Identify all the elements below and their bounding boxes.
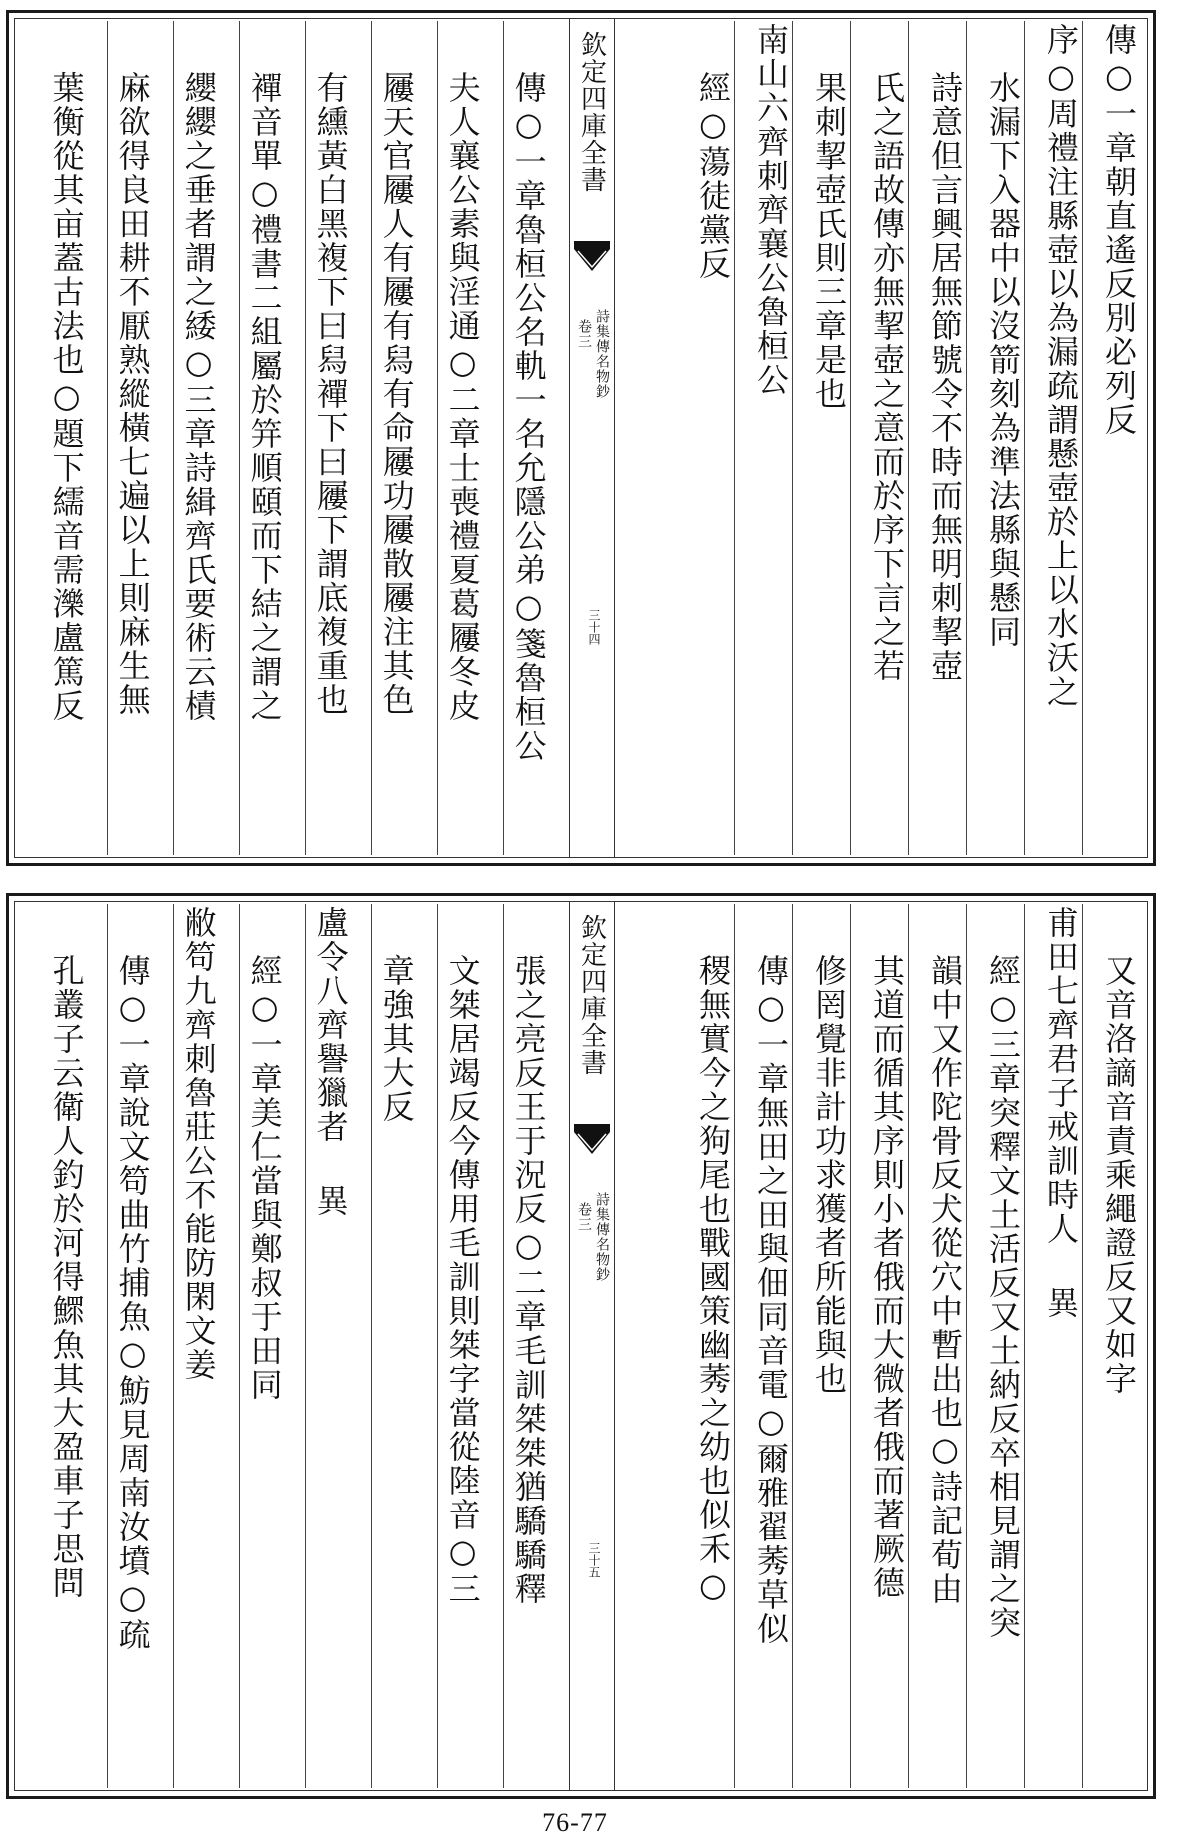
center-margin — [569, 19, 615, 857]
fishtail-ornament — [574, 241, 610, 285]
text-column: 經○三章突釋文土活反又土納反卒相見謂之突 — [984, 954, 1022, 1640]
text-column: 其道而循其序則小者俄而大微者俄而著厥德 — [868, 954, 906, 1600]
text-column: 文桀居竭反今傳用毛訓則桀字當從陸音○三 — [443, 954, 482, 1606]
text-column: 孔叢子云衛人釣於河得鰥魚其大盈車子思問 — [47, 954, 86, 1600]
text-column: 張之亮反王于況反○二章毛訓桀桀猶驕驕釋 — [509, 954, 548, 1606]
banxin-title: 欽定四庫全書 — [576, 31, 607, 193]
text-column: 序○周禮注縣壺以為漏疏謂懸壺於上以水沃之 — [1042, 23, 1080, 709]
text-column: 又音洛謫音責乘繩證反又如字 — [1100, 954, 1138, 1396]
page-number: 76-77 — [542, 1808, 608, 1837]
banxin-title: 欽定四庫全書 — [576, 914, 607, 1076]
text-column: 有纁黃白黑複下曰舄襌下曰屨下謂底複重也 — [311, 71, 350, 717]
text-column: 葉衡從其亩蓋古法也○題下繻音需濼盧篤反 — [47, 71, 86, 723]
text-column: 麻欲得良田耕不厭熟縱橫七遍以上則麻生無 — [113, 71, 152, 717]
text-column: 氏之語故傳亦無挈壺之意而於序下言之若 — [868, 71, 906, 683]
text-column: 水漏下入器中以沒箭刻為準法縣與懸同 — [984, 71, 1022, 649]
banxin-page-number: 三十五 — [587, 1542, 601, 1578]
text-column: 傳○一章無田之田與佃同音電○爾雅翟莠草似 — [752, 954, 790, 1646]
text-column: 夫人襄公素與淫通○二章士喪禮夏葛屨冬皮 — [443, 71, 482, 723]
text-column: 傳○一章說文笱曲竹捕魚○魴見周南汝墳○疏 — [113, 954, 152, 1652]
text-column: 稷無實今之狗尾也戰國策幽莠之幼也似禾○ — [694, 954, 732, 1606]
text-column: 修罔覺非計功求獲者所能與也 — [810, 954, 848, 1396]
text-column: 詩意但言興居無節號令不時而無明刺挈壺 — [926, 71, 964, 683]
text-column: 盧令八齊譽獵者 異 — [311, 906, 350, 1218]
text-column: 甫田七齊君子戒訓時人 異 — [1042, 906, 1080, 1320]
banxin-book-title: 詩集傳名物鈔 — [594, 1192, 610, 1282]
text-column: 傳○一章朝直遙反別必列反 — [1100, 23, 1138, 437]
center-margin — [569, 902, 615, 1790]
banxin-page-number: 三十四 — [587, 609, 601, 645]
text-column: 纓纓之垂者謂之緌○三章詩緝齊氏要術云樍 — [179, 71, 218, 723]
text-column: 南山六齊刺齊襄公魯桓公 — [752, 23, 790, 397]
banxin-book-title: 詩集傳名物鈔 — [594, 309, 610, 399]
text-column: 經○蕩徒黨反 — [694, 71, 732, 281]
text-column: 韻中又作陀骨反犬從穴中暫出也○詩記荀由 — [926, 954, 964, 1606]
text-column: 果刺挈壺氏則三章是也 — [810, 71, 848, 411]
page-panel-top — [6, 10, 1156, 866]
text-column: 章強其大反 — [377, 954, 416, 1124]
text-column: 襌音單○禮書二組屬於笄順頤而下結之謂之 — [245, 71, 284, 723]
text-column: 屨天官屨人有屨有舄有命屨功屨散屨注其色 — [377, 71, 416, 717]
text-column: 經○一章美仁當與鄭叔于田同 — [245, 954, 284, 1402]
fishtail-ornament — [574, 1124, 610, 1168]
banxin-volume: 卷三 — [576, 319, 592, 349]
banxin-volume: 卷三 — [576, 1202, 592, 1232]
page-panel-bottom — [6, 893, 1156, 1799]
text-column: 傳○一章魯桓公名軌一名允隱公弟○箋魯桓公 — [509, 71, 548, 763]
text-column: 敝笱九齊刺魯莊公不能防閑文姜 — [179, 906, 218, 1382]
